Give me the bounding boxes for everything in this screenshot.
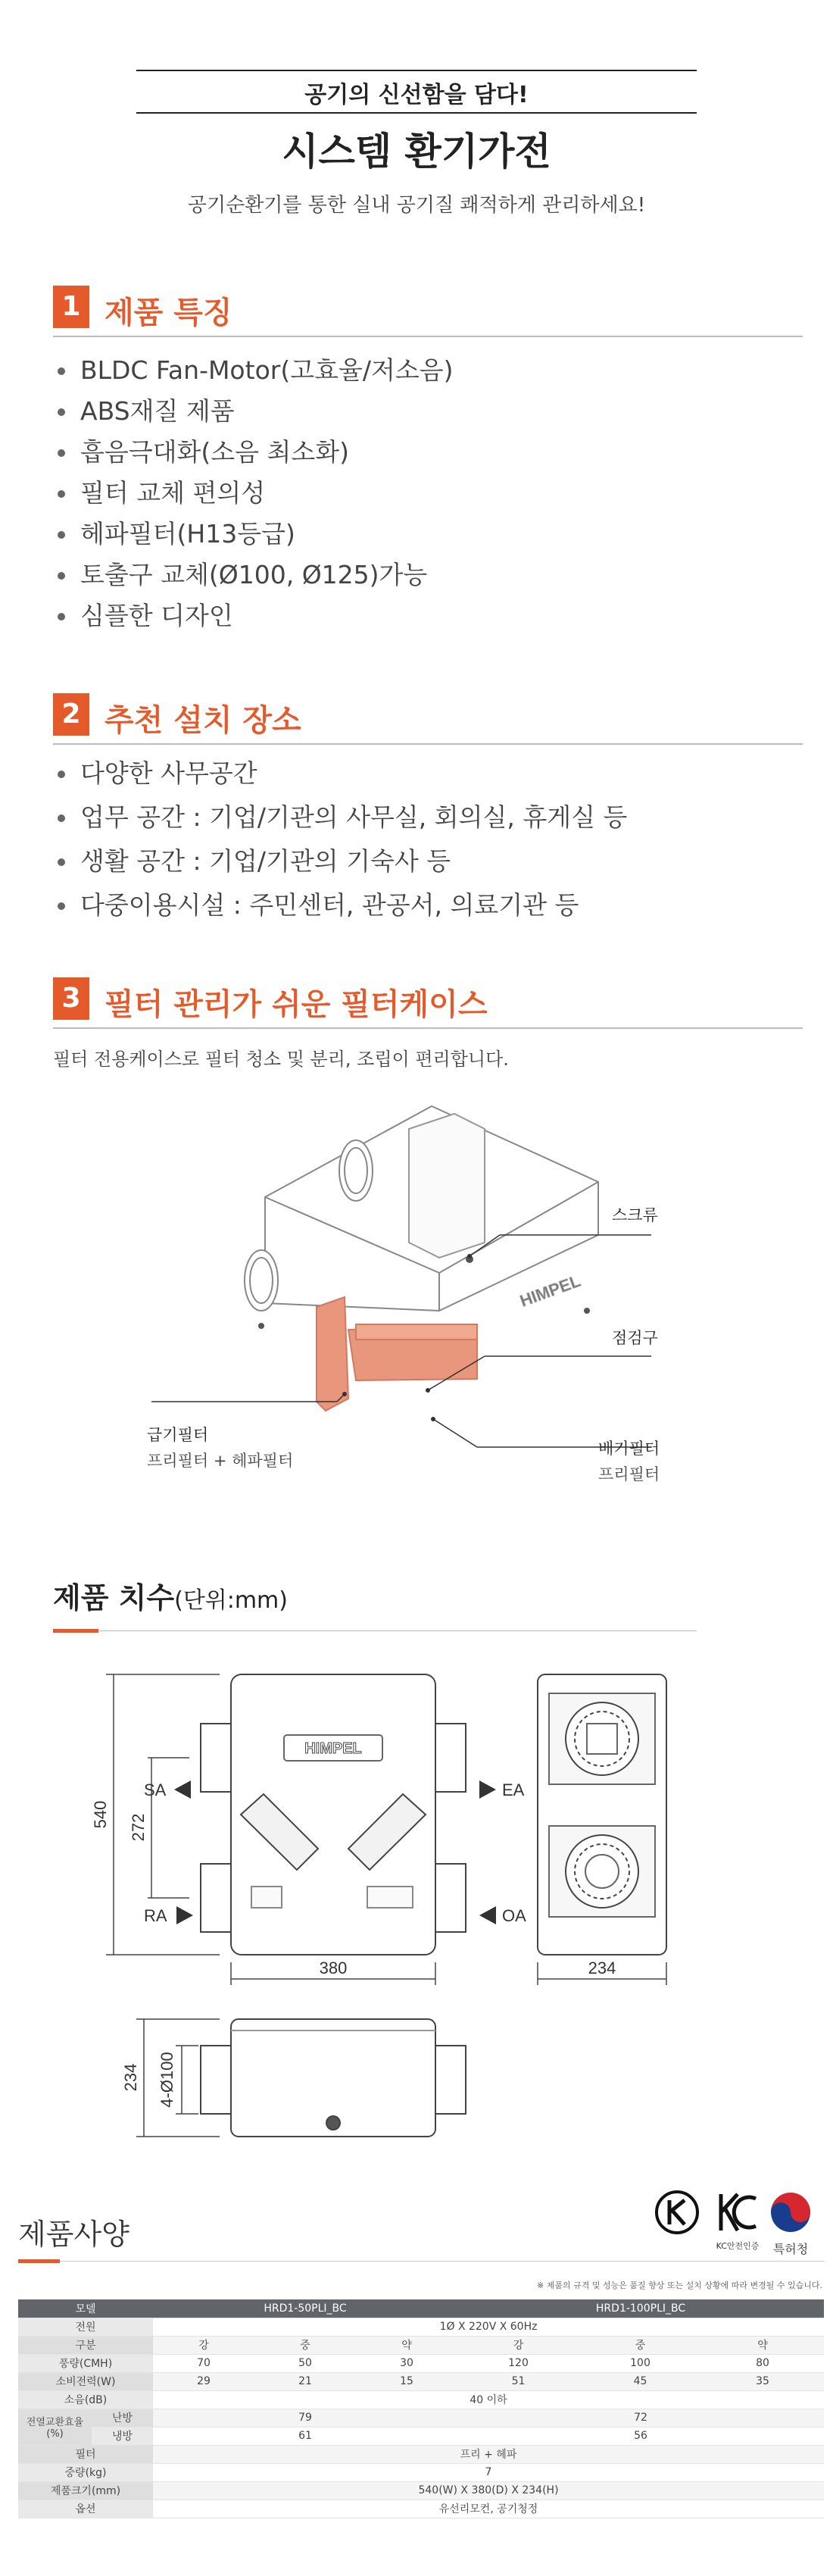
top-view-brand: HIMPEL (304, 1740, 362, 1757)
callout-supply-filter-detail: 프리필터 + 헤파필터 (147, 1452, 294, 1470)
section-rule (53, 336, 803, 337)
spec-value: 80 (701, 2354, 824, 2372)
feature-item: 필터 교체 편의성 (53, 473, 810, 514)
callout-exhaust-filter-detail: 프리필터 (598, 1465, 660, 1483)
feature-item: 헤파필터(H13등급) (53, 514, 810, 555)
spec-value: 약 (701, 2336, 824, 2354)
dimensions-title (53, 1574, 288, 1616)
dimensions-title-text: 제품 치수 (53, 1581, 175, 1615)
places-list (53, 752, 810, 927)
callout-screw: 스크류 (612, 1206, 658, 1224)
filter-case-illustration (0, 1083, 833, 1538)
section-title: 필터 관리가 쉬운 필터케이스 (105, 987, 488, 1022)
section-rule (53, 743, 803, 745)
spec-value: 프리 + 헤파 (153, 2445, 824, 2463)
spec-value: 21 (254, 2372, 356, 2390)
spec-value: 540(W) X 380(D) X 234(H) (153, 2481, 824, 2499)
spec-row-weight (18, 2463, 824, 2481)
feature-item: BLDC Fan-Motor(고효율/저소음) (53, 350, 810, 391)
label-ea: EA (502, 1780, 525, 1799)
spec-value: 72 (457, 2409, 824, 2427)
spec-value: 100 (579, 2354, 701, 2372)
spec-value: 중 (579, 2336, 701, 2354)
spec-header-row (18, 2299, 824, 2318)
unit-brand: HIMPEL (517, 1271, 583, 1311)
spec-sublabel: 냉방 (92, 2427, 153, 2445)
dimensions-rule (98, 1630, 697, 1631)
specs-title: 제품사양 (18, 2218, 129, 2251)
spec-value: 15 (356, 2372, 457, 2390)
spec-value: 51 (457, 2372, 579, 2390)
spec-value: 강 (457, 2336, 579, 2354)
spec-row-efficiency-heating (18, 2409, 824, 2427)
spec-value: 70 (153, 2354, 254, 2372)
spec-row-airflow (18, 2354, 824, 2372)
spec-row-filter (18, 2445, 824, 2463)
spec-label: 풍량(CMH) (18, 2354, 153, 2372)
spec-value: 45 (579, 2372, 701, 2390)
spec-value: 30 (356, 2354, 457, 2372)
section-rule (53, 1027, 803, 1029)
bottom-view (201, 2019, 466, 2137)
label-port-spacing: 272 (129, 1813, 148, 1842)
spec-header-label: 모델 (18, 2299, 153, 2318)
specs-note: ※ 제품의 규격 및 성능은 품질 향상 또는 설치 상황에 따라 변경될 수 있습니다. (537, 2281, 822, 2290)
label-sa: SA (144, 1780, 167, 1799)
page-title: 시스템 환기가전 (282, 130, 551, 174)
spec-label: 제품크기(mm) (18, 2481, 153, 2499)
feature-item: 토출구 교체(Ø100, Ø125)가능 (53, 555, 810, 596)
kc-mark-icon (653, 2188, 701, 2237)
kc-cert (715, 2188, 760, 2252)
feature-item: 흡음극대화(소음 최소화) (53, 432, 810, 473)
spec-row-levels (18, 2336, 824, 2354)
spec-row-power (18, 2318, 824, 2336)
spec-value: 50 (254, 2354, 356, 2372)
spec-header-model-a: HRD1-50PLI_BC (153, 2299, 457, 2318)
label-height-side: 234 (121, 2063, 140, 2092)
spec-value: 120 (457, 2354, 579, 2372)
header-tagline: 공기의 신선함을 담다! (304, 82, 529, 108)
place-item: 업무 공간 : 기업/기관의 사무실, 회의실, 휴게실 등 (53, 796, 810, 839)
header-mid-rule (136, 112, 697, 114)
spec-row-option (18, 2499, 824, 2518)
label-width: 380 (319, 1959, 348, 1977)
spec-value: 중 (254, 2336, 356, 2354)
spec-label: 옵션 (18, 2499, 153, 2518)
label-oa: OA (502, 1906, 526, 1925)
header-top-rule (136, 70, 697, 71)
patent-office-emblem-icon (766, 2188, 815, 2237)
top-view (201, 1674, 466, 1955)
feature-item: 심플한 디자인 (53, 596, 810, 636)
spec-value: 7 (153, 2463, 824, 2481)
spec-row-consumption (18, 2372, 824, 2390)
specs-rule (60, 2261, 825, 2262)
spec-label: 필터 (18, 2445, 153, 2463)
section-title: 추천 설치 장소 (105, 703, 301, 738)
patent-cert (766, 2188, 815, 2257)
side-view (538, 1674, 666, 1955)
label-ra: RA (144, 1906, 167, 1925)
section-features-header (53, 286, 810, 331)
place-item: 생활 공간 : 기업/기관의 기숙사 등 (53, 839, 810, 883)
spec-row-size (18, 2481, 824, 2499)
kc-logo-icon (715, 2188, 760, 2237)
specs-accent-rule (18, 2259, 60, 2263)
spec-label: 소음(dB) (18, 2390, 153, 2409)
section-number: 2 (53, 693, 89, 736)
section-places-header (53, 693, 810, 739)
section-filtercase-header (53, 977, 810, 1023)
dimension-drawings (0, 1652, 833, 2182)
patent-caption: 특허청 (772, 2242, 809, 2256)
spec-value: 61 (153, 2427, 457, 2445)
kc-caption: KC안전인증 (716, 2241, 760, 2251)
header-subtitle: 공기순환기를 통한 실내 공기질 쾌적하게 관리하세요! (187, 194, 646, 217)
filtercase-description: 필터 전용케이스로 필터 청소 및 분리, 조립이 편리합니다. (53, 1049, 509, 1070)
spec-label: 소비전력(W) (18, 2372, 153, 2390)
label-duct: 4-Ø100 (158, 2052, 176, 2108)
spec-value: 79 (153, 2409, 457, 2427)
place-item: 다중이용시설 : 주민센터, 관공서, 의료기관 등 (53, 883, 810, 927)
features-list (53, 350, 810, 636)
dimensions-accent-rule (53, 1629, 98, 1633)
callout-supply-filter: 급기필터 (147, 1426, 209, 1444)
filter-cases (317, 1297, 477, 1411)
spec-value: 1Ø X 220V X 60Hz (153, 2318, 824, 2336)
label-depth: 234 (588, 1959, 616, 1977)
spec-label: 중량(kg) (18, 2463, 153, 2481)
spec-value: 35 (701, 2372, 824, 2390)
top-housing (409, 1114, 485, 1258)
spec-sublabel: 난방 (92, 2409, 153, 2427)
spec-row-noise (18, 2390, 824, 2409)
spec-row-efficiency-cooling (18, 2427, 824, 2445)
feature-item: ABS재질 제품 (53, 391, 810, 432)
spec-value: 56 (457, 2427, 824, 2445)
section-title: 제품 특징 (105, 295, 232, 330)
spec-value: 약 (356, 2336, 457, 2354)
label-height: 540 (91, 1800, 110, 1829)
kc-safety-cert (653, 2188, 701, 2240)
section-number: 1 (53, 286, 89, 328)
callout-inspection: 점검구 (612, 1329, 658, 1347)
spec-value: 40 이하 (153, 2390, 824, 2409)
spec-header-model-b: HRD1-100PLI_BC (457, 2299, 824, 2318)
dimensions-unit: (단위:mm) (174, 1587, 288, 1614)
spec-label: 전원 (18, 2318, 153, 2336)
callout-exhaust-filter: 배기필터 (598, 1440, 660, 1458)
section-number: 3 (53, 977, 89, 1020)
spec-table (18, 2299, 824, 2518)
spec-value: 29 (153, 2372, 254, 2390)
spec-value: 유선리모컨, 공기청정 (153, 2499, 824, 2518)
spec-label: 전열교환효율(%) (18, 2409, 92, 2445)
place-item: 다양한 사무공간 (53, 752, 810, 796)
spec-value: 강 (153, 2336, 254, 2354)
spec-label: 구분 (18, 2336, 153, 2354)
